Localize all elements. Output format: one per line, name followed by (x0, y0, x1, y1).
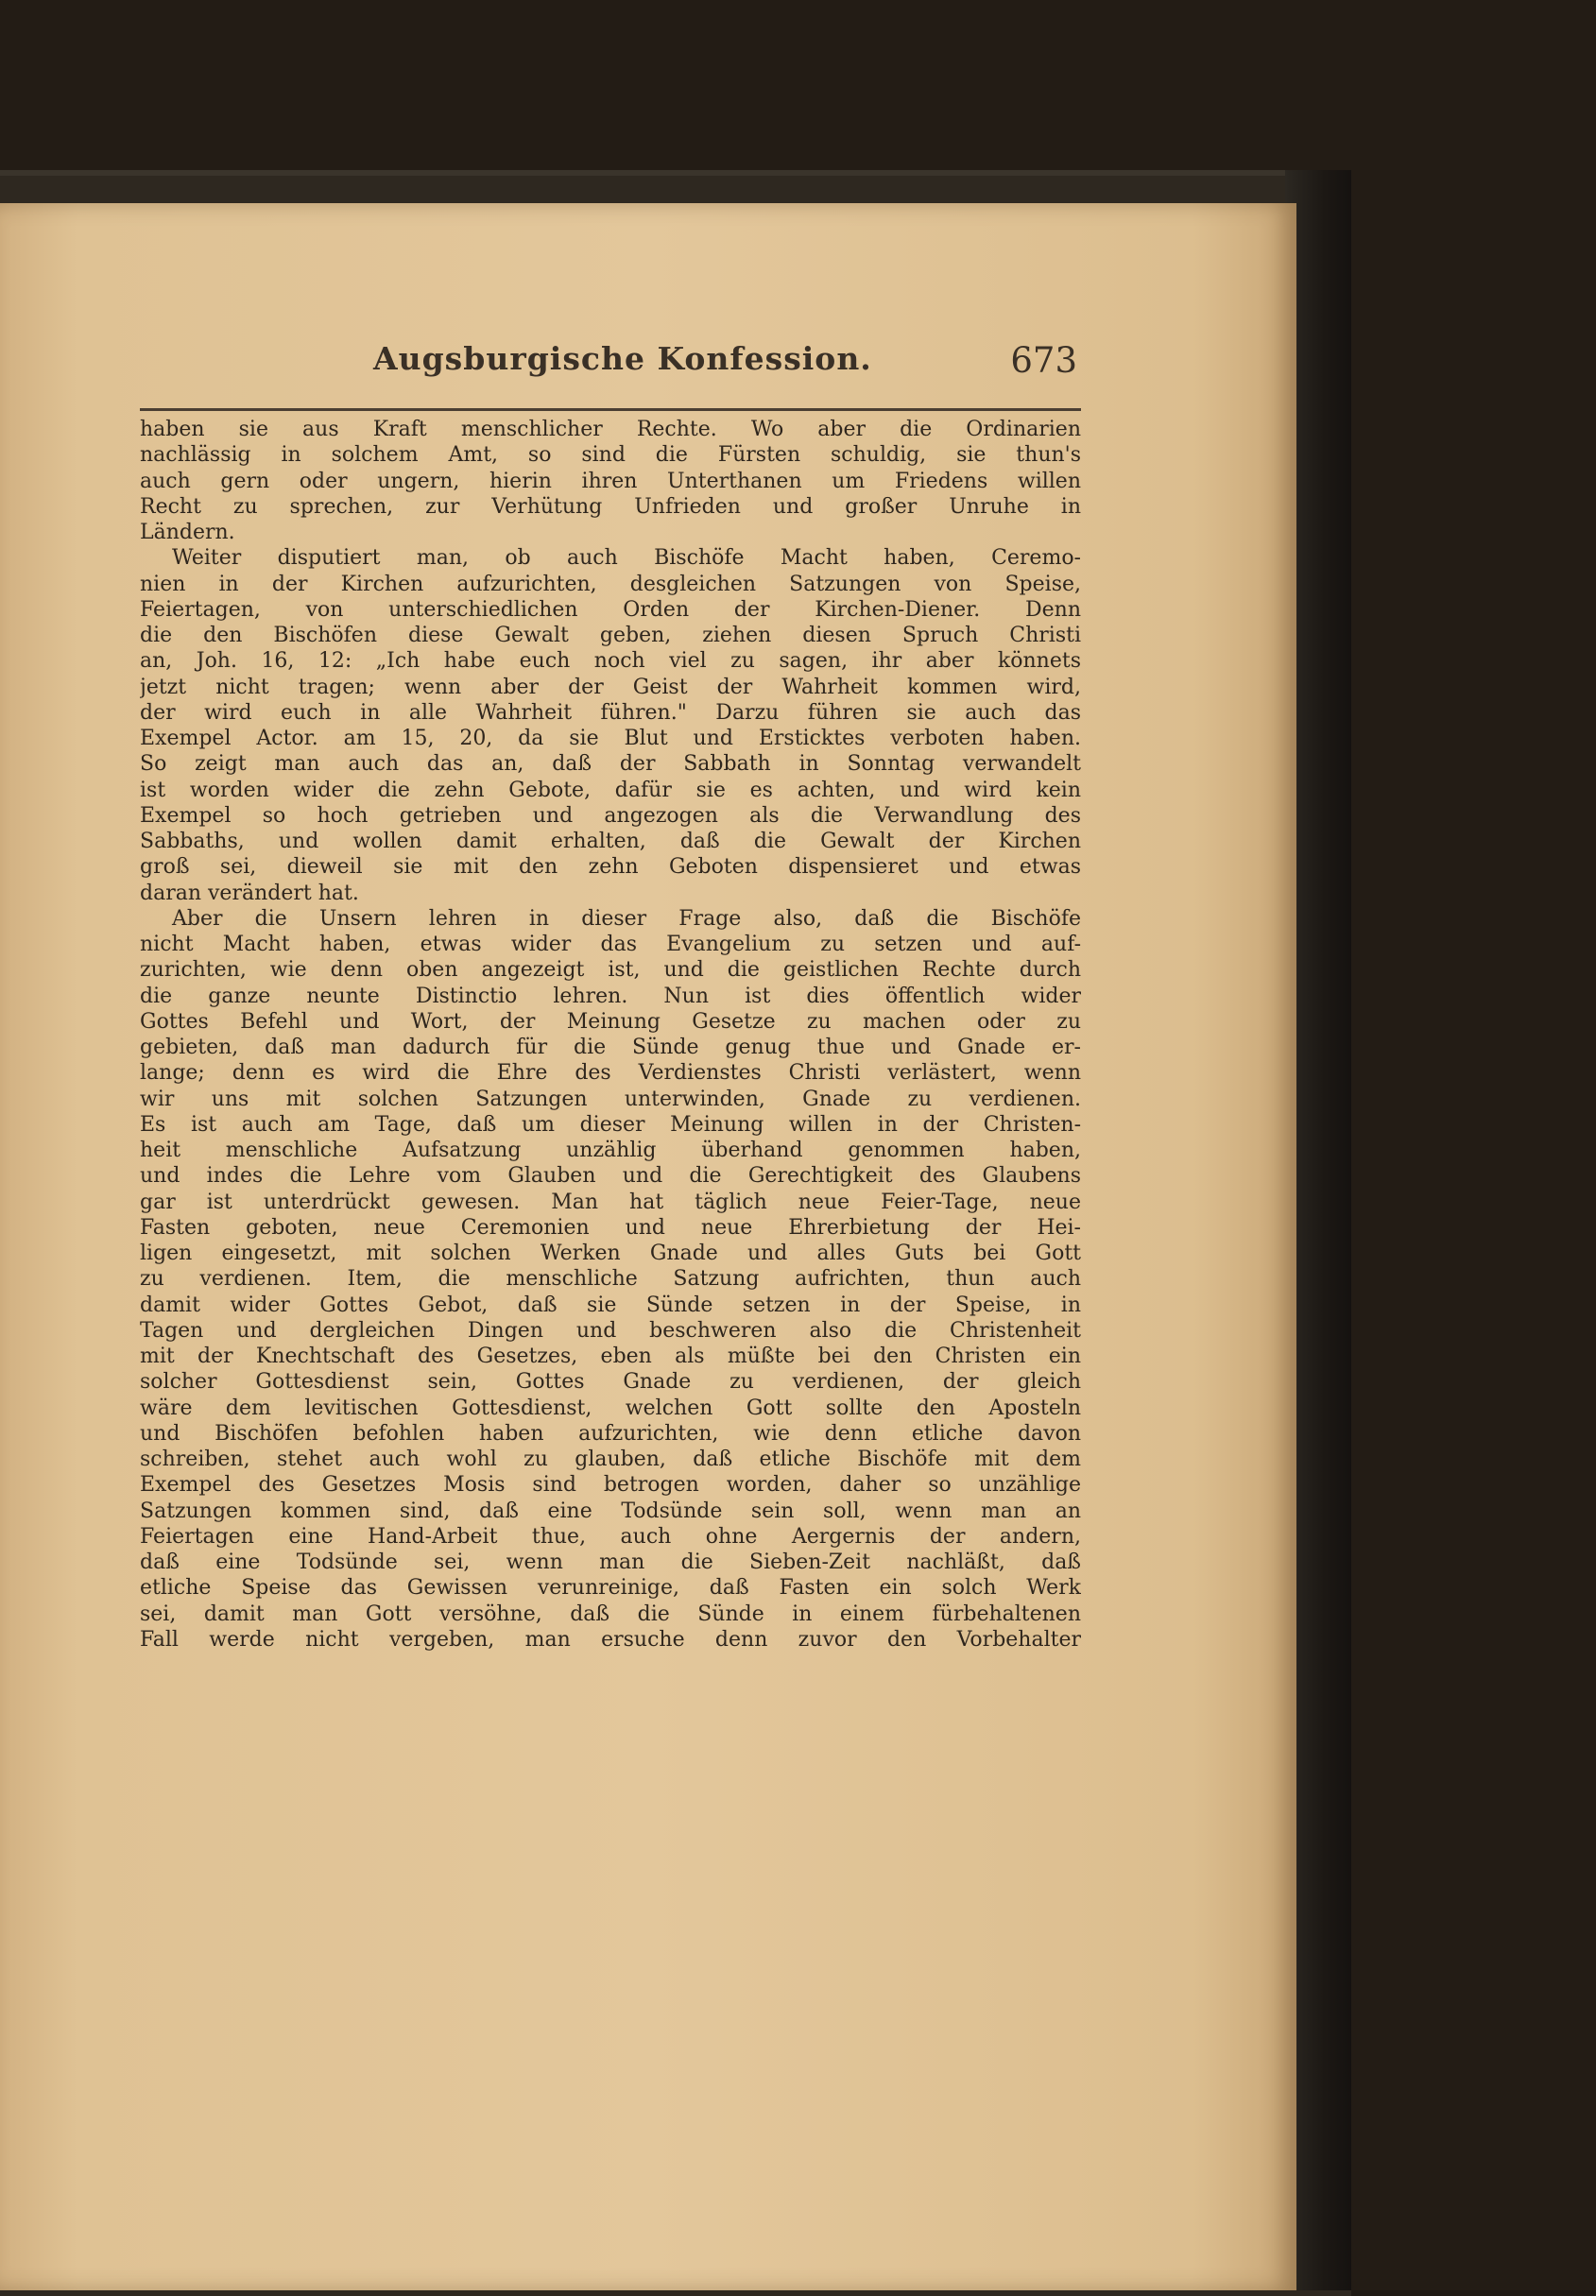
text-line: und Bischöfen befohlen haben aufzurichten, wie denn etliche davon (140, 1421, 1081, 1446)
text-line: Es ist auch am Tage, daß um dieser Meinung willen in der Christen- (140, 1112, 1081, 1137)
header-rule (140, 408, 1081, 411)
text-line: nien in der Kirchen aufzurichten, desgleichen Satzungen von Speise, (140, 572, 1081, 596)
text-line: Gottes Befehl und Wort, der Meinung Gesetze zu machen oder zu (140, 1009, 1081, 1034)
text-line: jetzt nicht tragen; wenn aber der Geist der Wahrheit kommen wird, (140, 675, 1081, 699)
text-line: die ganze neunte Distinctio lehren. Nun ist dies öffentlich wider (140, 984, 1081, 1008)
text-line: und indes die Lehre vom Glauben und die Gerechtigkeit des Glaubens (140, 1164, 1081, 1189)
page-number: 673 (1010, 340, 1077, 381)
text-line: an, Joh. 16, 12: „Ich habe euch noch viel zu sagen, ihr aber könnets (140, 649, 1081, 674)
text-line: haben sie aus Kraft menschlicher Rechte. Wo aber die Ordinarien (140, 418, 1081, 441)
text-line: etliche Speise das Gewissen verunreinige, daß Fasten ein solch Werk (140, 1576, 1081, 1601)
text-line: ligen eingesetzt, mit solchen Werken Gnade und alles Guts bei Gott (140, 1242, 1081, 1265)
text-line: wir uns mit solchen Satzungen unterwinden, Gnade zu verdienen. (140, 1087, 1081, 1111)
text-line: nicht Macht haben, etwas wider das Evangelium zu setzen und auf- (140, 933, 1081, 956)
text-line: lange; denn es wird die Ehre des Verdienstes Christi verlästert, wenn (140, 1061, 1081, 1086)
text-line: Aber die Unsern lehren in dieser Frage also, daß die Bischöfe (172, 906, 1081, 931)
text-line: zurichten, wie denn oben angezeigt ist, und die geistlichen Rechte durch (140, 958, 1081, 983)
text-line: Fall werde nicht vergeben, man ersuche denn zuvor den Vorbehalter (140, 1627, 1081, 1652)
text-line: damit wider Gottes Gebot, daß sie Sünde setzen in der Speise, in (140, 1293, 1081, 1317)
text-line: der wird euch in alle Wahrheit führen." Darzu führen sie auch das (140, 700, 1081, 725)
text-line: ist worden wider die zehn Gebote, dafür sie es achten, und wird kein (140, 778, 1081, 802)
text-line: Satzungen kommen sind, daß eine Todsünde sein soll, wenn man an (140, 1499, 1081, 1523)
text-line: Feiertagen eine Hand-Arbeit thue, auch ohne Aergernis der andern, (140, 1524, 1081, 1549)
text-line: nachlässig in solchem Amt, so sind die Fürsten schuldig, sie thun's (140, 443, 1081, 468)
text-line: daß eine Todsünde sei, wenn man die Sieben-Zeit nachläßt, daß (140, 1551, 1081, 1574)
text-line: Exempel des Gesetzes Mosis sind betrogen worden, daher so unzählige (140, 1473, 1081, 1498)
text-line: Recht zu sprechen, zur Verhütung Unfrieden und großer Unruhe in (140, 494, 1081, 519)
text-line: Weiter disputiert man, ob auch Bischöfe Macht haben, Ceremo- (172, 546, 1081, 571)
text-line: Feiertagen, von unterschiedlichen Orden der Kirchen-Diener. Denn (140, 597, 1081, 622)
text-line: Exempel so hoch getrieben und angezogen als die Verwandlung des (140, 803, 1081, 828)
text-line: Tagen und dergleichen Dingen und beschweren also die Christenheit (140, 1318, 1081, 1343)
text-line: heit menschliche Aufsatzung unzählig überhand genommen haben, (140, 1139, 1081, 1162)
text-line: groß sei, dieweil sie mit den zehn Geboten dispensieret und etwas (140, 855, 1081, 880)
text-line: Sabbaths, und wollen damit erhalten, daß die Gewalt der Kirchen (140, 830, 1081, 853)
text-line: solcher Gottesdienst sein, Gottes Gnade zu verdienen, der gleich (140, 1370, 1081, 1395)
page-header (373, 340, 1077, 387)
body-text (140, 417, 1081, 1653)
running-title: Augsburgische Konfession. (373, 340, 872, 377)
text-line: daran verändert hat. (140, 881, 359, 905)
text-line: gebieten, daß man dadurch für die Sünde genug thue und Gnade er- (140, 1036, 1081, 1059)
text-line: Exempel Actor. am 15, 20, da sie Blut und Ersticktes verboten haben. (140, 727, 1081, 750)
text-line: sei, damit man Gott versöhne, daß die Sünde in einem fürbehaltenen (140, 1602, 1081, 1626)
text-line: So zeigt man auch das an, daß der Sabbath in Sonntag verwandelt (140, 752, 1081, 777)
text-line: Fasten geboten, neue Ceremonien und neue Ehrerbietung der Hei- (140, 1215, 1081, 1240)
text-line: schreiben, stehet auch wohl zu glauben, daß etliche Bischöfe mit dem (140, 1448, 1081, 1471)
text-line: Ländern. (140, 521, 235, 544)
text-line: wäre dem levitischen Gottesdienst, welchen Gott sollte den Aposteln (140, 1396, 1081, 1420)
text-line: auch gern oder ungern, hierin ihren Unterthanen um Friedens willen (140, 469, 1081, 493)
text-line: mit der Knechtschaft des Gesetzes, eben als müßte bei den Christen ein (140, 1345, 1081, 1368)
text-line: gar ist unterdrückt gewesen. Man hat täglich neue Feier-Tage, neue (140, 1190, 1081, 1214)
text-line: zu verdienen. Item, die menschliche Satzung aufrichten, thun auch (140, 1267, 1081, 1292)
text-line: die den Bischöfen diese Gewalt geben, ziehen diesen Spruch Christi (140, 624, 1081, 647)
